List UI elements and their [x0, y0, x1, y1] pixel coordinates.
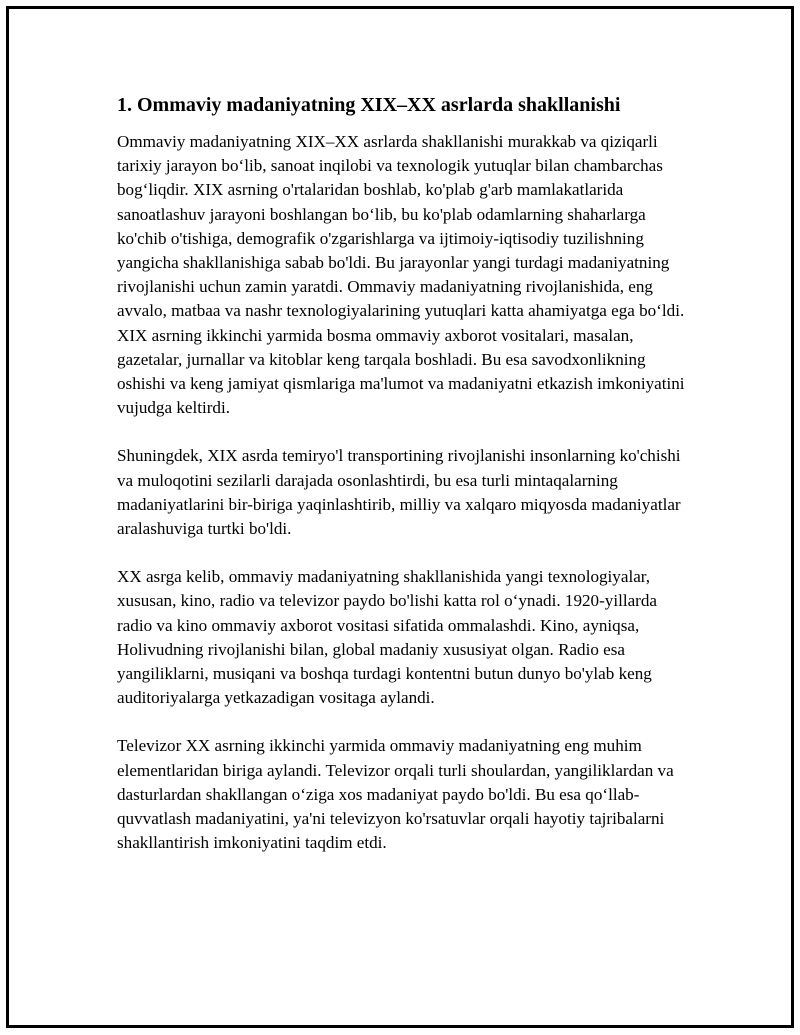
section-heading: 1. Ommaviy madaniyatning XIX–XX asrlarda shakllanishi [117, 94, 621, 116]
paragraph-2: Shuningdek, XIX asrda temiryo'l transportining rivojlanishi insonlarning ko'chishi va muloqotini sezilarli darajada osonlashtirdi, bu esa turli mintaqalarning madaniyatlarini bir-biriga yaqinlashtirib, milliy va xalqaro miqyosda madaniyatlar aralashuviga turtki bo'ldi. [117, 446, 681, 539]
paragraph-3: XX asrga kelib, ommaviy madaniyatning shakllanishida yangi texnologiyalar, xususan, kino, radio va televizor paydo bo'lishi katta rol o‘ynadi. 1920-yillarda radio va kino ommaviy axborot vositasi sifatida ommalashdi. Kino, ayniqsa, Holivudning rivojlanishi bilan, global madaniy xususiyat olgan. Radio esa yangiliklarni, musiqani va boshqa turdagi kontentni butun dunyo bo'ylab keng auditoriyalarga yetkazadigan vositaga aylandi. [117, 567, 657, 708]
paragraph-1: Ommaviy madaniyatning XIX–XX asrlarda shakllanishi murakkab va qiziqarli tarixiy jarayon bo‘lib, sanoat inqilobi va texnologik yutuqlar bilan chambarchas bog‘liqdir. XIX asrning o'rtalaridan boshlab, ko'plab g'arb mamlakatlarida sanoatlashuv jarayoni boshlangan bo‘lib, bu ko'plab odamlarning shaharlarga ko'chib o'tishiga, demografik o'zgarishlarga va ijtimoiy-iqtisodiy tuzilishning yangicha shakllanishiga sabab bo'ldi. Bu jarayonlar yangi turdagi madaniyatning rivojlanishi uchun zamin yaratdi. Ommaviy madaniyatning rivojlanishida, eng avvalo, matbaa va nashr texnologiyalarining yutuqlari katta ahamiyatga ega bo‘ldi. XIX asrning ikkinchi yarmida bosma ommaviy axborot vositalari, masalan, gazetalar, jurnallar va kitoblar keng tarqala boshladi. Bu esa savodxonlikning oshishi va keng jamiyat qismlariga ma'lumot va madaniyatni etkazish imkoniyatini vujudga keltirdi. [117, 132, 685, 418]
document-body [117, 92, 692, 879]
paragraph-4: Televizor XX asrning ikkinchi yarmida ommaviy madaniyatning eng muhim elementlaridan biriga aylandi. Televizor orqali turli shoulardan, yangiliklardan va dasturlardan shakllangan o‘ziga xos madaniyat paydo bo'ldi. Bu esa qo‘llab-quvvatlash madaniyatini, ya'ni televizyon ko'rsatuvlar orqali hayotiy tajribalarni shakllantirish imkoniyatini taqdim etdi. [117, 736, 674, 853]
